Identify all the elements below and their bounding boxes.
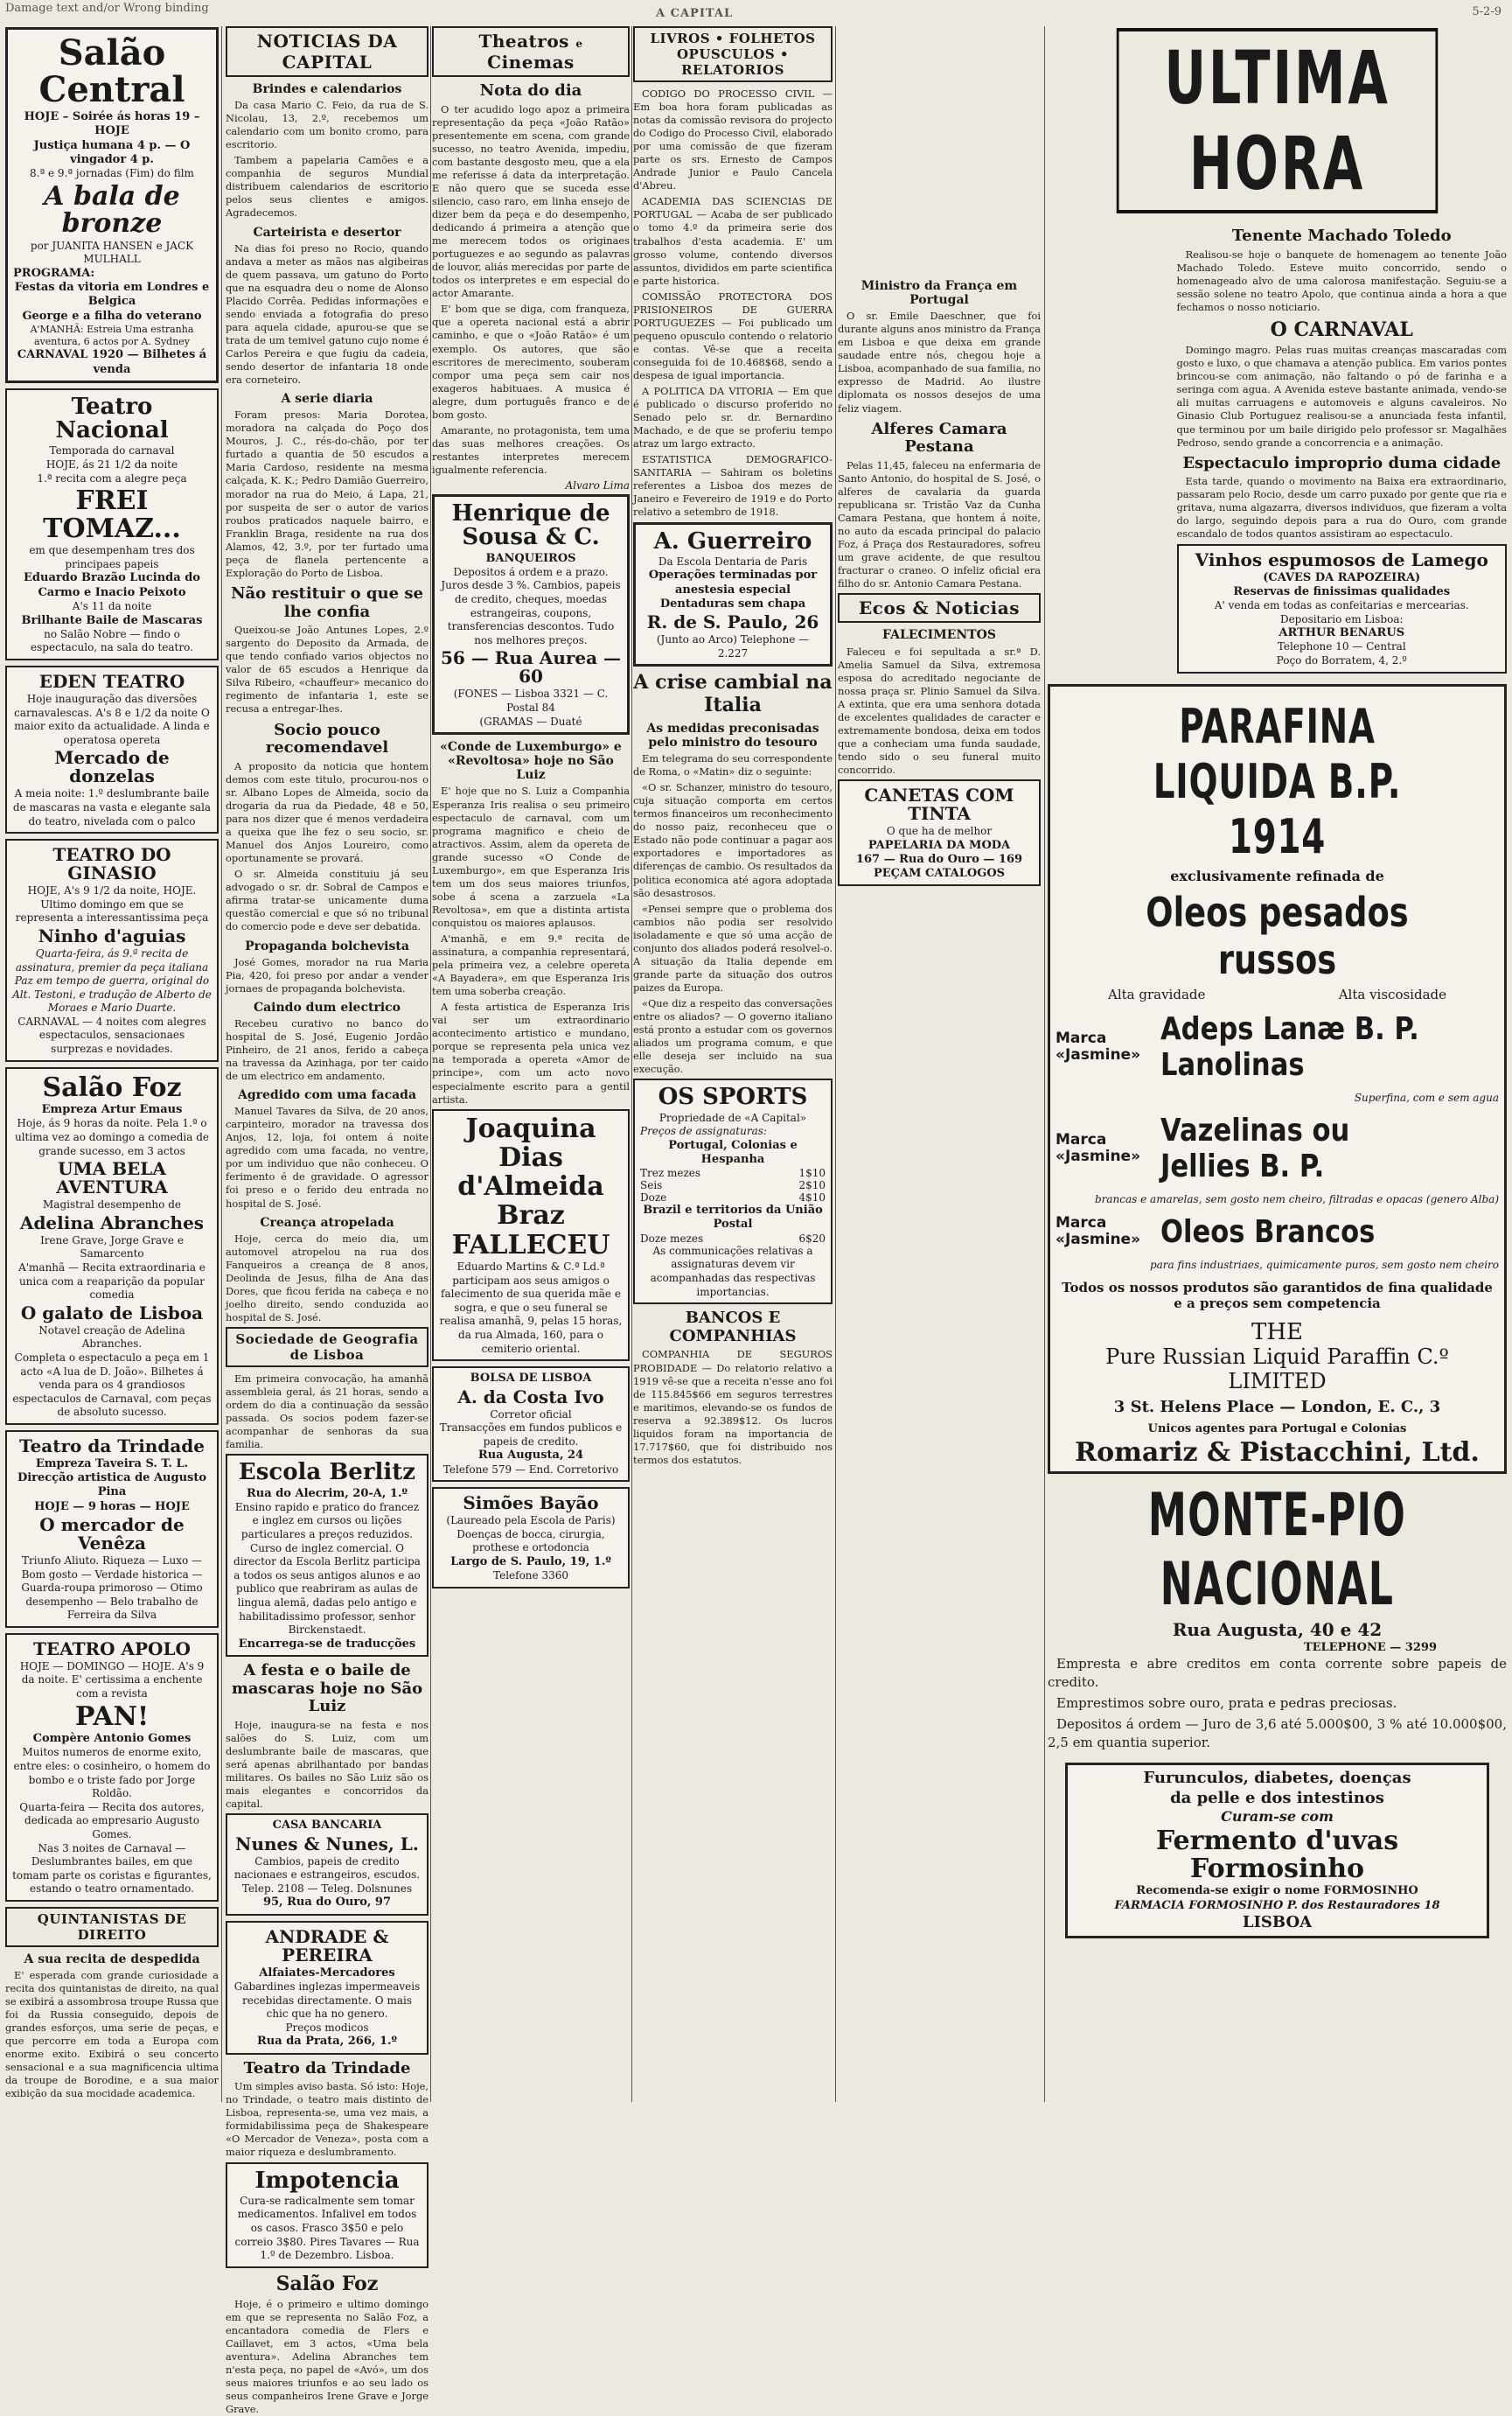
ad-line: LISBOA bbox=[1242, 1912, 1313, 1931]
article-heading: Espectaculo improprio duma cidade bbox=[1182, 453, 1502, 472]
section-heading: QUINTANISTAS DE DIREITO bbox=[5, 1907, 219, 1947]
damage-note: Damage text and/or Wrong binding bbox=[5, 2, 209, 15]
ad-canetas bbox=[838, 779, 1041, 886]
article-heading: Ministro da França em Portugal bbox=[861, 279, 1018, 308]
article-body: A proposito da noticia que hontem demos com este titulo, procurou-nos o sr. Albano Lopes de Almeida, socio da drogaria da rua da Piedade, 48 e 50, para nos dizer que é menos verdadeira a queixa que lhe fez o seu socio, sr. Manuel dos Anjos Loureiro, como oportunamente se provará. O sr. Almeida constituiu já seu advogado o sr. dr. Sobral de Campos e afirma tratar-se unicamente duma questão comercial e que só no tribunal do comercio pode e deve ser debatida. bbox=[226, 759, 429, 933]
ad-line: Direcção artistica de Augusto Pina bbox=[17, 1471, 207, 1499]
ad-line: Cambios, papeis de credito nacionaes e estrangeiros, escudos. Telep. 2108 — Teleg. Dolsnunes bbox=[233, 1854, 421, 1895]
ad-line: Encarrega-se de traducções bbox=[238, 1637, 416, 1651]
article-body: Recebeu curativo no banco do hospital de S. José, Eugenio Jordão Pinheiro, de 21 anos, ferido a cabeça na travessa da Azinhaga, por ter caido de um electrico em andamento. bbox=[226, 1016, 429, 1083]
play-title: O mercador de Venêza bbox=[39, 1513, 185, 1554]
column-rule bbox=[631, 26, 632, 2102]
ad-line: Preços de assignaturas: bbox=[640, 1125, 767, 1138]
section-heading-part: Cinemas bbox=[487, 52, 575, 73]
brand-label: Marca «Jasmine» bbox=[1056, 1130, 1141, 1165]
ad-line: HOJE — 9 horas — HOJE bbox=[34, 1499, 190, 1513]
ad-fermento bbox=[1065, 1763, 1489, 1938]
ad-line: Poço do Borratem, 4, 2.º bbox=[1276, 654, 1407, 667]
section-heading: Ecos & Noticias bbox=[838, 593, 1041, 623]
ad-line: THE bbox=[1251, 1319, 1303, 1346]
ad-line: Dentaduras sem chapa bbox=[659, 597, 806, 611]
ad-title: A. Guerreiro bbox=[653, 527, 812, 555]
article-body: Hoje, cerca do meio dia, um automovel atropelou na rua dos Fanqueiros a creança de 8 anos, Deolinda de Jesus, filha de Ana das Dores, que ficou ferida na cabeça e no joelho direito, sendo conduzida ao hospital de S. José. bbox=[226, 1232, 429, 1323]
article-heading: Carteirista e desertor bbox=[253, 225, 401, 240]
ad-impotencia bbox=[226, 2162, 429, 2268]
article-heading: Nota do dia bbox=[479, 81, 582, 100]
ad-title: Teatro Nacional bbox=[55, 393, 169, 444]
price-row: Doze mezes 6$20 bbox=[640, 1232, 826, 1245]
ad-line: Brilhante Baile de Mascaras bbox=[21, 613, 203, 627]
ad-line: Telephone 10 — Central bbox=[1277, 640, 1406, 653]
article-body: Foram presos: Maria Dorotea, moradora na calçada do Poço dos Mouros, J. C., rés-do-chão, por ter furtado a quantia de 50 escudos a Maria Cardoso, residente na mesma calçada, K. K.; Pedro Damião Guerreiro, morador na rua do Meio, á Lapa, 21, por suspeita de ser o autor de varios roubos praticados naquele bairro, e Franklin Braga, residente na rua dos Alamos, 42, 3.º, por ter furtado uma peça de flanela pertencente a Exploração do Porto de Lisboa. bbox=[226, 408, 429, 579]
ad-line: HOJE, ás 21 1/2 da noite bbox=[45, 458, 178, 471]
ad-subtitle: Oleos pesados russos bbox=[1146, 888, 1409, 983]
price-row: Trez mezes 1$10 bbox=[640, 1167, 826, 1180]
article-heading: Propaganda bolchevista bbox=[245, 939, 409, 953]
ad-line: Telefone 579 — End. Corretorivo bbox=[442, 1463, 619, 1476]
ad-line: Empreza Artur Emaus bbox=[41, 1103, 183, 1117]
column-4 bbox=[633, 24, 833, 2104]
product-name: Oleos Brancos bbox=[1160, 1213, 1376, 1250]
ad-line: Unicos agentes para Portugal e Colonias bbox=[1147, 1422, 1407, 1436]
ad-line: Quarta-feira — Recita dos autores, dedicada ao empresario Augusto Gomes. bbox=[19, 1800, 205, 1840]
article-body: Pelas 11,45, faleceu na enfermaria de Santo Antonio, do hospital de S. José, o alferes de cavalaria da guarda republicana sr. Tristão Vaz da Cunha Camara Pestana, que hontem á noite, no auto da escada principal do palacio Foz, á Praça dos Restauradores, sofreu um grave acidente, de que resultou fracturar o craneo. O infeliz oficial era filho do sr. Antonio Camara Pestana. bbox=[838, 458, 1041, 590]
ad-line: Curam-se com bbox=[1221, 1808, 1334, 1826]
article-body: E' esperada com grande curiosidade a recita dos quintanistas de direito, na qual se exibirá a assombrosa troupe Russa que foi da Russia conseguido, depois de grandes esforços, uma serie de peças, e que percorre em toda a Europa com enorme exito. Exibirá o seu concerto sensacional e a sua magnificencia ultima da troupe de Borodine, e a sua maior exibição da sua mocidade academica. bbox=[5, 1969, 219, 2100]
ad-line: Portugal, Colonias e Hespanha bbox=[668, 1138, 798, 1166]
product-row bbox=[1056, 1214, 1499, 1250]
masthead bbox=[0, 0, 1512, 23]
ad-line: A' venda em todas as confeitarias e mercearias. bbox=[1214, 599, 1469, 612]
obituary-name: Joaquina Dias d'Almeida Braz bbox=[457, 1113, 604, 1231]
ad-line: 95, Rua do Ouro, 97 bbox=[262, 1896, 392, 1910]
column-1 bbox=[5, 24, 219, 2104]
ad-line: Triunfo Aliuto. Riqueza — Luxo — Bom gosto — Verdade historica — Guarda-roupa primoroso — Otimo desempenho — Belo trabalho de Ferreira da Silva bbox=[21, 1554, 203, 1622]
obituary-text: Eduardo Martins & C.ª Ld.ª participam aos seus amigos o falecimento de sua querida mãe e sogra, e que o seu funeral se realisa amanhã, 9, pelas 15 horas, da rua Almada, 160, para o cemiterio oriental. bbox=[439, 1260, 623, 1355]
brand-label: Marca «Jasmine» bbox=[1056, 1029, 1141, 1064]
ad-line: HOJE, A's 9 1/2 da noite, HOJE. Ultimo domingo em que se representa a interessantissima peça bbox=[15, 884, 209, 925]
ultima-hora-right bbox=[1177, 222, 1508, 679]
ad-line: Rua da Prata, 266, 1.º bbox=[256, 2035, 398, 2049]
section-heading: NOTICIAS DA CAPITAL bbox=[226, 26, 429, 77]
ad-line: PROGRAMA: bbox=[13, 266, 95, 280]
ad-line: O que ha de melhor bbox=[886, 824, 993, 837]
paper-name: A CAPITAL bbox=[656, 7, 734, 20]
ad-line: (CAVES DA RAPOZEIRA) bbox=[1263, 570, 1421, 584]
product-row bbox=[1056, 1011, 1499, 1083]
ad-line: 167 — Rua do Ouro — 169 bbox=[855, 852, 1023, 866]
obituary-label: FALLECEU bbox=[451, 1229, 610, 1260]
column-2 bbox=[226, 24, 429, 2416]
article-body: Em primeira convocação, ha amanhã assembleia geral, ás 21 horas, sendo a ordem do dia a continuação da sessão passada. Os socios podem fazer-se acompanhar de senhoras da sua familia. bbox=[226, 1372, 429, 1451]
article-body: Domingo magro. Pelas ruas muitas creanças mascaradas com gosto e luxo, o que chamava a atenção publica. Em varios pontes brincou-se com animação, não faltando o pó de farinha e a seringa com agua. A Avenida esteve bastante animada, vendo-se ali muitas carruagens e automoveis e alguns cavaleiros. No Ginasio Club Portuguez realisou-se a anunciada festa infantil, que terminou por um baile dirigido pelo professor sr. Magalhães Pedroso, sendo grande a concorrencia e a animação. bbox=[1176, 344, 1507, 449]
ad-line: Alta gravidade Alta viscosidade bbox=[1108, 986, 1446, 1002]
ad-parafina bbox=[1048, 684, 1507, 1474]
ad-line: Muitos numeros de enorme exito, entre eles: o cosinheiro, o homem do bombo e o triste fado por Jorge Roldão. bbox=[13, 1746, 211, 1800]
ad-simoes-bayao bbox=[432, 1487, 630, 1589]
ad-title: A. da Costa Ivo bbox=[457, 1386, 604, 1407]
product-note: Superfina, com e sem agua bbox=[1354, 1091, 1499, 1104]
ad-title: TEATRO DO GINASIO bbox=[52, 844, 171, 884]
ad-line: Cura-se radicalmente sem tomar medicamentos. Infalivel em todos os casos. Frasco 3$50 e pelo correio 3$80. Pires Tavares — Rua 1.º de Dezembro. Lisboa. bbox=[234, 2194, 420, 2262]
ad-line: Corretor oficial bbox=[490, 1407, 572, 1421]
ad-title: Impotencia bbox=[254, 2167, 400, 2194]
ad-line: em que desempenham tres dos principaes papeis bbox=[29, 544, 195, 570]
ad-line: Furunculos, diabetes, doenças bbox=[1143, 1769, 1411, 1788]
article-body: CODIGO DO PROCESSO CIVIL — Em boa hora foram publicadas as notas da comissão revisora do projecto do Codigo do Processo Civil, elaborado por uma comissão de que fizeram parte os srs. Ernesto de Campos Andrade Junior e Paulo Cancela d'Abreu. ACADEMIA DAS SCIENCIAS DE PORTUGAL — Acaba de ser publicado o tomo 4.º da primeira serie dos trabalhos d'esta academia. E' um grosso volume, contendo diversos assuntos, divididos em parte scientifica e parte historica. COMISSÃO PROTECTORA DOS PRISIONEIROS DE GUERRA PORTUGUEZES — Foi publicado um pequeno opusculo contendo o relatorio e contas. Vê-se que a receita conseguida foi de 10.468$68, sendo a despesa de igual importancia. A POLITICA DA VITORIA — Em que é publicado o discurso proferido no Senado pelo sr. dr. Bernardino Machado, e de que se proferiu tempo atraz um largo extracto. ESTATISTICA DEMOGRAFICO-SANITARIA — Sahiram os boletins referentes a Lisboa dos mezes de Janeiro e Fevereiro de 1919 e do Porto relativo a setembro de 1918. bbox=[633, 87, 833, 519]
article-heading: Creança atropelada bbox=[260, 1215, 394, 1230]
article-body: Hoje, inaugura-se na festa e nos salões do S. Luiz, com um deslumbrante baile de mascaras, que será apenas abrilhantado por bandas militares. Os bailes no São Luiz são os mais elegantes e concorridos da capital. bbox=[226, 1719, 429, 1811]
article-body: Hoje, é o primeiro e ultimo domingo em que se representa no Salão Foz, a encantadora comedia de Flers e Caillavet, em 3 actos, «Uma bela aventura». Adelina Abranches tem n'esta peça, no papel de «Avó», um dos seus maiores triunfos e ao seu lado os seus companheiros Irene Grave e Jorge Grave. bbox=[226, 2298, 429, 2416]
ad-line: (GRAMAS — Duaté bbox=[479, 715, 582, 728]
ad-line: Magistral desempenho de bbox=[43, 1198, 181, 1211]
article-heading: A serie diaria bbox=[281, 392, 373, 407]
article-body: Realisou-se hoje o banquete de homenagem ao tenente João Machado Toledo. Esteve muito concorrido, sendo o homenageado alvo de uma calorosa manifestação. Seguiu-se a sessão solene no teatro Apolo, que continua ainda a hora a que fechamos o nosso noticiario. bbox=[1176, 248, 1507, 313]
ad-teatro-nacional bbox=[5, 388, 219, 660]
ad-line: PEÇAM CATALOGOS bbox=[873, 867, 1006, 881]
column-3 bbox=[432, 24, 630, 2104]
ad-line: Depositos á ordem e a prazo. Juros desde 3 %. Cambios, papeis de credito, cheques, moedas estrangeiras, coupons, transferencias descontos. Tudo nos melhores preços. bbox=[441, 565, 621, 646]
ad-line: Largo de S. Paulo, 19, 1.º bbox=[450, 1554, 611, 1568]
ad-line: Gabardines inglezas impermeaveis recebidas directamente. O mais chic que ha no genero. bbox=[233, 1980, 421, 2021]
ad-title: CANETAS COM TINTA bbox=[864, 784, 1014, 824]
ad-line: Justiça humana 4 p. — O vingador 4 p. bbox=[33, 138, 191, 166]
section-heading: LIVROS • FOLHETOS OPUSCULOS • RELATORIOS bbox=[633, 26, 833, 82]
ad-line: A'manhã — Recita extraordinaria e unica com a reaparição da popular comedia bbox=[18, 1260, 206, 1302]
ad-line: Ensino rapido e pratico do francez e inglez em cursos ou lições particulares a preços reduzidos. Curso de inglez comercial. O director da Escola Berlitz participa a todos os seus antigos alunos e ao publico que reabriram as aulas de lingua alemã, dadas pelo antigo e habilitadissimo professor, senhor Birckenstaedt. bbox=[233, 1500, 421, 1637]
ad-teatro-apolo bbox=[5, 1633, 219, 1902]
ad-bolsa-lisboa bbox=[432, 1366, 630, 1482]
ad-line: Quarta-feira, ás 9.ª recita de assinatura, premier da peça italiana Paz em tempo de guerra, original do Alt. Testoni, e tradução de Alberto de Moraes e Mario Duarte. bbox=[12, 946, 212, 1015]
product-note: para fins industriaes, quimicamente puros, sem gosto nem cheiro bbox=[1149, 1258, 1499, 1271]
star-name: Adelina Abranches bbox=[19, 1211, 205, 1233]
ad-line: 1.ª recita com a alegre peça bbox=[37, 471, 187, 485]
ad-line: Todos os nossos produtos são garantidos de fina qualidade e a preços sem competencia bbox=[1062, 1279, 1493, 1312]
ad-line: A meia noite: 1.º deslumbrante baile de mascaras na vasta e elegante sala do teatro, nivelada com o palco bbox=[12, 787, 212, 827]
ad-line: ARTHUR BENARUS bbox=[1279, 626, 1405, 640]
ad-line: LIMITED bbox=[1228, 1368, 1327, 1393]
brand-label: Marca «Jasmine» bbox=[1056, 1214, 1141, 1249]
article-body: Queixou-se João Antunes Lopes, 2.º sargento do Deposito da Armada, de que tendo confiado varios objectos no valor de 65 escudos a Henrique da Silva Ribeiro, «chauffeur» mecanico do regimento de infantaria 1, este se recusa a entregar-lhes. bbox=[226, 624, 429, 716]
ad-line: (FONES — Lisboa 3321 — C. Postal 84 bbox=[453, 688, 609, 714]
ad-line: Notavel creação de Adelina Abranches. bbox=[38, 1323, 185, 1351]
ad-title: Escola Berlitz bbox=[238, 1459, 416, 1486]
article-signature: Alvaro Lima bbox=[565, 479, 630, 492]
article-heading: A festa e o baile de mascaras hoje no São Luiz bbox=[231, 1660, 423, 1716]
ad-nunes bbox=[226, 1813, 429, 1915]
ad-line: BANQUEIROS bbox=[485, 551, 576, 565]
ad-title: ANDRADE & PEREIRA bbox=[265, 1925, 389, 1966]
ultima-hora-split bbox=[838, 222, 1507, 679]
ad-line: (Junto ao Arco) Telephone — 2.227 bbox=[656, 633, 810, 660]
article-body: Faleceu e foi sepultada a sr.ª D. Amelia Samuel da Silva, extremosa esposa do acreditado negociante de nossa praça sr. Plinio Samuel da Silva. A extinta, que era uma senhora dotada de excelentes qualidades de caracter e extremamente bondosa, deixa em todos que a conheciam uma funda saudade, tendo sido o seu funeral muito concorrido. bbox=[838, 645, 1041, 776]
ad-line: PAPELARIA DA MODA bbox=[867, 838, 1011, 852]
ad-line: no Salão Nobre — findo o espectaculo, na sala do teatro. bbox=[31, 627, 193, 654]
ad-title: EDEN TEATRO bbox=[38, 670, 185, 692]
ad-line: Empreza Taveira S. T. L. bbox=[35, 1456, 189, 1470]
column-6 bbox=[1048, 24, 1507, 2104]
ad-line: Operações terminadas por anestesia especial bbox=[648, 569, 818, 597]
article-body: Um simples aviso basta. Só isto: Hoje, no Trindade, o teatro mais distinto de Lisboa, representa-se, uma vez mais, a formidabilissima peça de Shakespeare «O Mercador de Veneza», posta com a maior riqueza e deslumbramento. bbox=[226, 2080, 429, 2159]
price-row: Doze 4$10 bbox=[640, 1191, 826, 1205]
ad-line: Eduardo Brazão Lucinda do Carmo e Inacio Peixoto bbox=[24, 571, 200, 599]
article-heading: Caindo dum electrico bbox=[253, 1000, 401, 1015]
article-body: Esta tarde, quando o movimento na Baixa era extraordinario, passaram pelo Rocio, desde um carro puxado por gente que ria e gritava, numa algazarra, diversos individuos, que fizeram a volta do largo, seguindo depois para a rua do Ouro, com grande escandalo de todos quantos assistiram ao espectaculo. bbox=[1176, 475, 1507, 541]
column-rule bbox=[835, 26, 836, 2102]
play-title: O galato de Lisboa bbox=[20, 1302, 204, 1323]
product-row bbox=[1056, 1113, 1499, 1184]
ad-line: HOJE — DOMINGO — HOJE. A's 9 da noite. E' certissima a enchente com a revista bbox=[19, 1659, 205, 1700]
ad-teatro-trindade bbox=[5, 1430, 219, 1628]
article-subheading: A sua recita de despedida bbox=[24, 1952, 200, 1966]
ad-line: FARMACIA FORMOSINHO P. dos Restauradores 18 bbox=[1114, 1898, 1440, 1912]
ad-line: Doenças de bocca, cirurgia, prothese e ortodoncia bbox=[456, 1527, 605, 1554]
article-body: COMPANHIA DE SEGUROS PROBIDADE — Do relatorio relativo a 1919 vê-se que a receita n'esse ano foi de 115.845$66 em seguros terrestres e maritimos, elevando-se os fundos de reserva a 92.389$12. Os lucros liquidos foram na importancia de 17.717$60, que foi distribuido nos termos dos estatutos. bbox=[633, 1348, 833, 1466]
ad-line: exclusivamente refinada de bbox=[1170, 867, 1384, 884]
ad-line: A's 11 da noite bbox=[72, 599, 152, 612]
ad-teatro-ginasio bbox=[5, 839, 219, 1062]
play-title: FREI TOMAZ... bbox=[43, 485, 181, 544]
article-heading: Agredido com uma facada bbox=[237, 1088, 417, 1103]
ad-line: Temporada do carnaval bbox=[49, 444, 175, 457]
article-body: O sr. Emile Daeschner, que foi durante alguns anos ministro da França em Lisboa e que deixa em grande saudade entre nós, chegou hoje a Lisboa, acompanhado de sua familia, no expresso de Madrid. Ao ilustre diplomata os nossos desejos de uma feliz viagem. bbox=[838, 310, 1041, 415]
ad-title: Salão Foz bbox=[42, 1072, 182, 1103]
ad-address: 3 St. Helens Place — London, E. C., 3 bbox=[1113, 1397, 1441, 1416]
product-name: Adeps Lanæ B. P. Lanolinas bbox=[1160, 1010, 1419, 1083]
ad-line: Transacções em fundos publicos e papeis de credito. bbox=[439, 1421, 623, 1448]
article-heading: A crise cambial na Italia bbox=[633, 671, 833, 716]
ad-title: Romariz & Pistacchini, Ltd. bbox=[1075, 1436, 1480, 1468]
ad-line: Rua Augusta, 24 bbox=[477, 1449, 584, 1463]
section-heading: Sociedade de Geografia de Lisboa bbox=[226, 1327, 429, 1367]
article-heading: Brindes e calendarios bbox=[252, 82, 402, 96]
section-heading: Theatros e Cinemas bbox=[432, 26, 630, 77]
ad-address: 56 — Rua Aurea — 60 bbox=[440, 647, 622, 688]
ad-line: Nas 3 noites de Carnaval — Deslumbrantes bailes, em que tomam parte os coristas e figurantes, estando o teatro ornamentado. bbox=[12, 1841, 212, 1896]
play-title: Ninho d'aguias bbox=[38, 925, 186, 946]
article-heading: Socio pouco recomendavel bbox=[265, 720, 389, 758]
ad-line: CARNAVAL — 4 noites com alegres espectaculos, sensacionaes surprezas e novidades. bbox=[17, 1015, 206, 1056]
article-body: Na dias foi preso no Rocio, quando andava a meter as mãos nas algibeiras de quem passava, um gatuno do Porto que na esquadra deu o nome de Alonso Placido Corrêa. Pedidas informações e sendo enviada a fotografia do preso para aquela cidade, apurou-se que se trata de um temivel gatuno cujo nome é Carlos Pereira e que fugiu da cadeia, sendo desertor de infantaria 18 onde era corneteiro. bbox=[226, 241, 429, 387]
ad-line: Recomenda-se exigir o nome FORMOSINHO bbox=[1136, 1884, 1418, 1898]
article-body: Da casa Mario C. Feio, da rua de S. Nicolau, 13, 2.º, recebemos um calendario com um bonito cromo, para escritorio. Tambem a papelaria Camões e a companhia de seguros Mundial distribuem calendarios de escritorio pelos seus clientes e amigos. Agradecemos. bbox=[226, 99, 429, 220]
ad-line: Telefone 3360 bbox=[493, 1569, 568, 1582]
article-body: José Gomes, morador na rua Maria Pia, 420, foi preso por andar a vender jornaes de propaganda bolchevista. bbox=[226, 955, 429, 995]
ad-line: Depositario em Lisboa: bbox=[1279, 612, 1404, 625]
section-heading-part: Theatros bbox=[478, 31, 569, 52]
ad-os-sports bbox=[633, 1079, 833, 1304]
ad-title: Henrique de Sousa & C. bbox=[451, 500, 610, 551]
article-body: E' hoje que no S. Luiz a Companhia Esperanza Iris realisa o seu primeiro espectaculo de carnaval, com um programa magnifico e cheio de atractivos. Assim, alem da opereta de grande sucesso «O Conde de Luxemburgo», em que Esperanza Iris tem um dos seus maiores triunfos, sobe á scena a zarzuela «La Revoltosa», em que a distinta artista conquistou os maiores aplausos. A'manhã, e em 9.ª recita de assinatura, a companhia representará, pela primeira vez, a celebre opereta «A Bayadera», em que Esperanza Iris tem uma soberba creação. A festa artistica de Esperanza Iris vai ser um extraordinario acontecimento artistico e mundano, porque se representa pela unica vez na temporada a opereta «Amor de principe», com um acto novo especialmente escrito para a gentil artista. bbox=[432, 785, 630, 1106]
film-title: A bala de bronze bbox=[44, 180, 180, 240]
ad-line: Compère Antonio Gomes bbox=[32, 1732, 192, 1746]
article-heading: Não restituir o que se lhe confia bbox=[231, 583, 423, 621]
article-heading: Salão Foz bbox=[275, 2272, 379, 2295]
ad-escola-berlitz bbox=[226, 1454, 429, 1657]
ad-line: A'MANHÃ: Estreia Uma estranha aventura, 6 actos por A. Sydney bbox=[30, 323, 194, 348]
ad-title: Fermento d'uvas Formosinho bbox=[1155, 1826, 1399, 1884]
ad-title: MONTE-PIO NACIONAL bbox=[1147, 1481, 1407, 1620]
ad-title: Nunes & Nunes, L. bbox=[235, 1833, 419, 1854]
ad-line: Propriedade de «A Capital» bbox=[658, 1111, 807, 1124]
ad-line: CASA BANCARIA bbox=[272, 1819, 382, 1833]
article-heading: Alferes Camara Pestana bbox=[871, 419, 1007, 457]
ad-line: CARNAVAL 1920 — Bilhetes á venda bbox=[17, 348, 207, 376]
article-body: O ter acudido logo apoz a primeira representação da peça «João Ratão» presentemente em scena, com grande sucesso, no teatro Avenida, impediu, com bastante desgosto meu, que a ela me referisse á data da interpretação. E não quero que se suceda esse silencio, caso raro, em linha ensejo de dizer bem da peça e do desempenho, dedicando á primeira a atenção que me merecem todos os originaes portuguezes e ao segundo as palavras de louvor, aliás merecidas por parte de todos os interpretes e em especial do actor Amarante. E' bom que se diga, com franqueza, que a opereta nacional está a abrir caminho, e que o «João Ratão» é um exemplo. Os autores, que são escritores de merecimento, souberam compor uma peça sem cair nos exageros habituaes. A musica é alegre, dum português franco e de bom gosto. Amarante, no protagonista, tem uma das suas melhores creações. Os restantes interpretes merecem igualmente referencia. bbox=[432, 102, 630, 476]
ad-line: HOJE – Soirée ás horas 19 – HOJE bbox=[24, 110, 200, 138]
ad-line: TELEPHONE — 3299 bbox=[1303, 1641, 1437, 1655]
ad-address: R. de S. Paulo, 26 bbox=[646, 611, 819, 633]
ad-title: Vinhos espumosos de Lamego bbox=[1195, 548, 1488, 570]
article-heading: Tenente Machado Toledo bbox=[1231, 227, 1452, 245]
play-title: Mercado de donzelas bbox=[54, 747, 170, 787]
ad-line: 8.ª e 9.ª jornadas (Fim) do film bbox=[30, 167, 194, 179]
ad-address: Rua Augusta, 40 e 42 bbox=[1172, 1619, 1383, 1641]
price-row: Seis 2$10 bbox=[640, 1179, 826, 1192]
ad-line: por JUANITA HANSEN e JACK MULHALL bbox=[30, 239, 194, 266]
article-body: Empresta e abre creditos em conta corrente sobre papeis de credito. Emprestimos sobre ouro, prata e pedras preciosas. Depositos á ordem — Juro de 3,6 até 5.000$00, 3 % até 10.000$00, 2,5 em quantia superior. bbox=[1048, 1656, 1507, 1751]
ad-line: Festas da vitoria em Londres e Belgica bbox=[14, 281, 210, 309]
ad-salao-central bbox=[5, 27, 219, 383]
article-subheading: FALECIMENTOS bbox=[882, 628, 996, 643]
ad-vinhos-lamego bbox=[1177, 544, 1508, 674]
ad-line: BOLSA DE LISBOA bbox=[470, 1372, 592, 1386]
ad-line: Alfaiates-Mercadores bbox=[259, 1966, 395, 1980]
ad-line: Reservas de finissimas qualidades bbox=[1233, 584, 1451, 598]
ad-andrade-pereira bbox=[226, 1921, 429, 2055]
ad-line: Da Escola Dentaria de Paris bbox=[658, 555, 808, 568]
play-title: PAN! bbox=[74, 1700, 150, 1732]
page-number: 5-2-9 bbox=[1472, 5, 1502, 18]
ad-line: Hoje inauguração das diversões carnavalescas. A's 8 e 1/2 da noite O maior exito da actualidade. A linda e operatosa opereta bbox=[14, 692, 210, 746]
article-subheading: As medidas preconisadas pelo ministro do tesouro bbox=[646, 721, 819, 751]
ad-henrique-sousa bbox=[432, 494, 630, 735]
ad-title: TEATRO APOLO bbox=[33, 1637, 191, 1659]
product-note: brancas e amarelas, sem gosto nem cheiro, filtradas e opacas (genero Alba) bbox=[1094, 1192, 1499, 1205]
ad-line: George e a filha do veterano bbox=[22, 309, 202, 323]
article-body: Em telegrama do seu correspondente de Roma, o «Matin» diz o seguinte: «O sr. Schanzer, ministro do tesouro, cuja situação comporta em certos termos financeiros um reconhecimento do nosso paiz, reconheceu que o Estado não pode continuar a pagar aos exportadores e importadores as diferenças de cambio. Os resultados da politica economica até agora adoptada são desastrosos. «Pensei sempre que o problema dos cambios não podia ser resolvido isoladamente e que só uma acção de conjunto dos aliados poderá resolvel-o. A situação da Italia depende em grande parte da situação dos outros paizes da Europa. «Que diz a respeito das conversações entre os aliados? — O governo italiano está pronto a estudar com os governos aliados um programa comum, e que elle deseja ser incluido na sua execução. bbox=[633, 752, 833, 1076]
play-title: UMA BELA AVENTURA bbox=[56, 1158, 168, 1198]
ad-line: Rua do Alecrim, 20-A, 1.º bbox=[247, 1486, 408, 1500]
article-heading: O CARNAVAL bbox=[1270, 318, 1413, 341]
ad-title: Teatro da Trindade bbox=[18, 1435, 205, 1456]
column-rule bbox=[221, 26, 222, 2102]
ad-line: Irene Grave, Jorge Grave e Samarcento bbox=[40, 1233, 184, 1260]
obituary-joaquina bbox=[432, 1109, 630, 1362]
ad-eden-teatro bbox=[5, 666, 219, 834]
ad-line: Brazil e territorios da União Postal bbox=[643, 1204, 823, 1232]
article-body: Manuel Tavares da Silva, de 20 anos, carpinteiro, morador na travessa dos Anjos, 12, loja, foi ontem á noite agredido com uma facada, no ventre, por um individuo que não conheceu. O ferimento é de gravidade. O agressor foi preso e o ferido deu entrada no hospital de S. José. bbox=[226, 1105, 429, 1210]
ad-title: OS SPORTS bbox=[658, 1084, 808, 1111]
ad-title: PARAFINA LIQUIDA B.P. 1914 bbox=[1153, 698, 1402, 864]
column-rule bbox=[430, 26, 431, 2102]
ad-monte-pio bbox=[1048, 1481, 1507, 1752]
article-heading: BANCOS E COMPANHIAS bbox=[669, 1309, 797, 1345]
ad-guerreiro bbox=[633, 522, 833, 667]
ad-line: da pelle e dos intestinos bbox=[1170, 1788, 1384, 1807]
product-name: Vazelinas ou Jellies B. P. bbox=[1160, 1112, 1350, 1184]
ad-line: Preços modicos bbox=[285, 2021, 369, 2034]
ad-line: Hoje, ás 9 horas da noite. Pela 1.ª o ultima vez ao domingo a comedia de grande sucesso, em 3 actos bbox=[14, 1117, 210, 1157]
ad-line: As communicações relativas a assignaturas devem vir acompanhadas das respectivas importancias. bbox=[650, 1244, 816, 1298]
ad-title: Simões Bayão bbox=[463, 1492, 599, 1514]
ad-line: Pure Russian Liquid Paraffin C.º bbox=[1105, 1344, 1449, 1370]
article-heading: Teatro da Trindade bbox=[243, 2058, 411, 2077]
ad-salao-foz bbox=[5, 1067, 219, 1425]
article-heading: «Conde de Luxemburgo» e «Revoltosa» hoje no São Luiz bbox=[440, 740, 622, 783]
ad-title: Salão Central bbox=[38, 32, 185, 110]
ad-line: (Laureado pela Escola de Paris) bbox=[446, 1514, 616, 1527]
ultima-hora-banner: ULTIMA HORA bbox=[1117, 28, 1439, 213]
ad-line: Completa o espectaculo a peça em 1 acto «A lua de D. João». Bilhetes á venda para os 4 grandiosos espectaculos de Carnaval, com peças de absoluto sucesso. bbox=[12, 1351, 212, 1419]
